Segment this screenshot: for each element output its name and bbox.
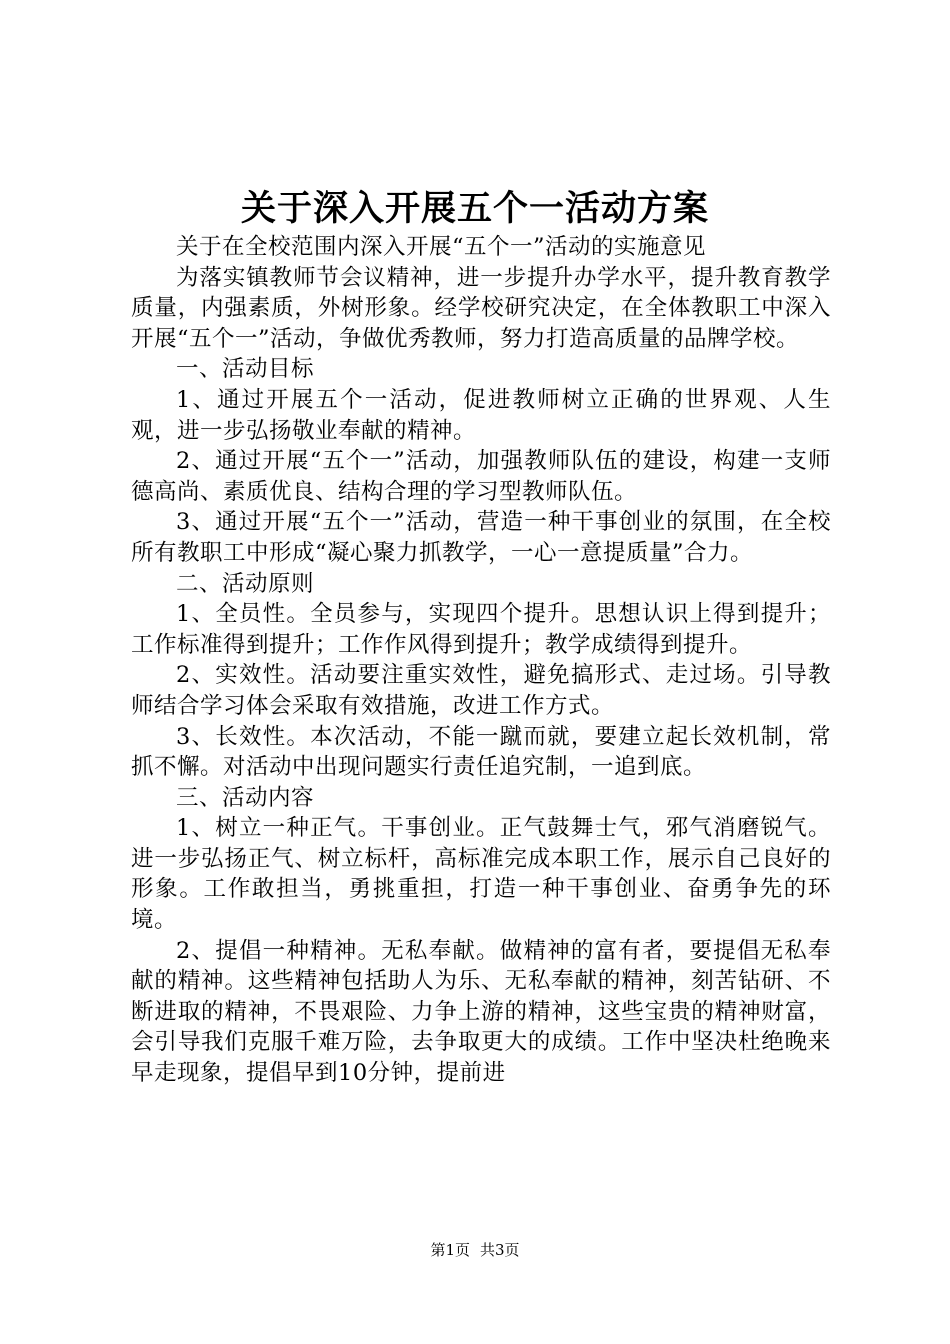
goal-item-2: 2、通过开展“五个一”活动，加强教师队伍的建设，构建一支师德高尚、素质优良、结构合理的学习型教师队伍。 (131, 448, 831, 505)
page-footer (0, 1240, 950, 1260)
document-title: 关于深入开展五个一活动方案 (240, 188, 709, 229)
goal-item-1: 1、通过开展五个一活动，促进教师树立正确的世界观、人生观，进一步弘扬敬业奉献的精神。 (131, 386, 831, 444)
goal-item-3: 3、通过开展“五个一”活动，营造一种干事创业的氛围，在全校所有教职工中形成“凝心聚力抓教学，一心一意提质量”合力。 (131, 509, 831, 566)
content-item-1: 1、树立一种正气。干事创业。正气鼓舞士气，邪气消磨锐气。进一步弘扬正气、树立标杆，高标准完成本职工作，展示自己良好的形象。工作敢担当，勇挑重担，打造一种干事创业、奋勇争先的环境。 (131, 815, 831, 934)
page-number: 第1页 (430, 1241, 470, 1259)
document-body (131, 232, 831, 1089)
intro-paragraph: 为落实镇教师节会议精神，进一步提升办学水平，提升教育教学质量，内强素质，外树形象。经学校研究决定，在全体教职工中深入开展“五个一”活动，争做优秀教师，努力打造高质量的品牌学校。 (131, 264, 831, 352)
section-heading-goals: 一、活动目标 (176, 356, 315, 383)
section-heading-principles: 二、活动原则 (176, 570, 315, 597)
content-item-2: 2、提倡一种精神。无私奉献。做精神的富有者，要提倡无私奉献的精神。这些精神包括助人为乐、无私奉献的精神，刻苦钻研、不断进取的精神，不畏艰险、力争上游的精神，这些宝贵的精神财富，会引导我们克服千难万险，去争取更大的成绩。工作中坚决杜绝晚来早走现象，提倡早到10分钟，提前进 (131, 937, 831, 1087)
intro-line: 关于在全校范围内深入开展“五个一”活动的实施意见 (176, 234, 707, 260)
principle-item-3: 3、长效性。本次活动，不能一蹴而就，要建立起长效机制，常抓不懈。对活动中出现问题实行责任追究制，一追到底。 (131, 723, 831, 781)
principle-item-1: 1、全员性。全员参与，实现四个提升。思想认识上得到提升；工作标准得到提升；工作作风得到提升；教学成绩得到提升。 (131, 601, 831, 658)
page-total: 共3页 (480, 1241, 520, 1259)
principle-item-2: 2、实效性。活动要注重实效性，避免搞形式、走过场。引导教师结合学习体会采取有效措施，改进工作方式。 (131, 662, 831, 719)
section-heading-content: 三、活动内容 (176, 784, 315, 811)
